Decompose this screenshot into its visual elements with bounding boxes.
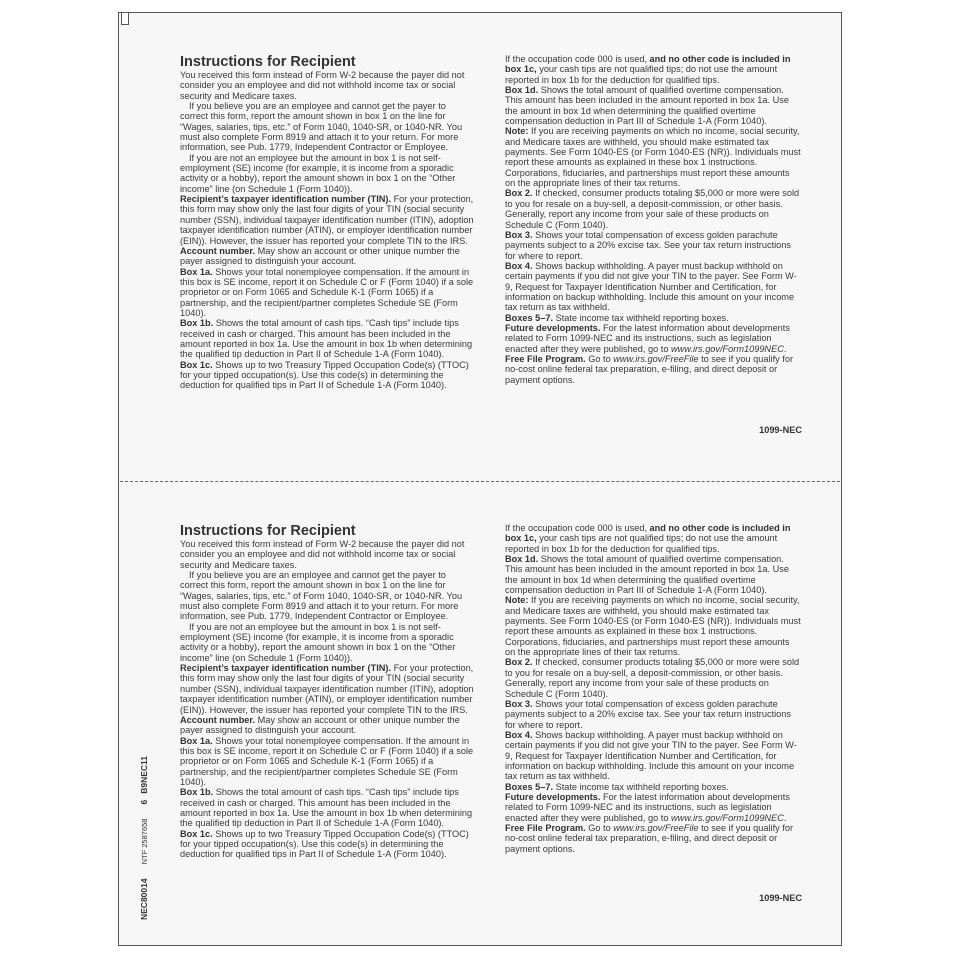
tin-heading: Recipient’s taxpayer identification number (TIN). bbox=[180, 663, 392, 674]
box4-heading: Box 4. bbox=[505, 260, 533, 271]
box3-text: Shows your total compensation of excess golden parachute payments subject to a 20% excise tax. See your tax return instructions for where to report. bbox=[505, 698, 791, 730]
box1c-paragraph bbox=[180, 360, 475, 391]
box3-paragraph bbox=[505, 699, 802, 730]
freefile-text-a: Go to bbox=[585, 353, 614, 364]
instructions-panel-top bbox=[180, 54, 802, 444]
right-column bbox=[505, 54, 802, 385]
freefile-text-a: Go to bbox=[585, 822, 614, 833]
box1d-text: Shows the total amount of qualified overtime compensation. This amount has been included in the amount reported in box 1a. Use the amount in box 1d when determining the qualified overtime compensation deduction in Part III of Schedule 1-A (Form 1040). bbox=[505, 554, 789, 596]
box4-paragraph bbox=[505, 261, 802, 313]
note-heading: Note: bbox=[505, 126, 529, 137]
future-text: For the latest information about developments related to Form 1099-NEC and its instructions, such as legislation enacted after they were published, go to bbox=[505, 322, 790, 354]
box1d-text: Shows the total amount of qualified overtime compensation. This amount has been included in the amount reported in box 1a. Use the amount in box 1d when determining the qualified overtime compensation deduction in Part III of Schedule 1-A (Form 1040). bbox=[505, 85, 789, 127]
box1b-heading: Box 1b. bbox=[180, 318, 214, 329]
tin-heading: Recipient’s taxpayer identification number (TIN). bbox=[180, 194, 392, 205]
future-text: For the latest information about developments related to Form 1099-NEC and its instructions, such as legislation enacted after they were published, go to bbox=[505, 791, 790, 823]
box2-heading: Box 2. bbox=[505, 188, 533, 199]
box1b-text: Shows the total amount of cash tips. “Cash tips” include tips received in cash or charged. This amount has been included in the amount reported in box 1a. Use the amount in box 1b when determining the qualified tip deduction in Part II of Schedule 1-A (Form 1040). bbox=[180, 787, 473, 829]
box4-heading: Box 4. bbox=[505, 729, 533, 740]
account-text: May show an account or other unique number the payer assigned to distinguish your account. bbox=[180, 245, 460, 267]
box1a-paragraph bbox=[180, 736, 475, 788]
occupation-paragraph bbox=[505, 523, 802, 554]
occupation-text-b: and no other code is included in box 1c, bbox=[505, 523, 791, 544]
future-paragraph bbox=[505, 792, 802, 823]
freefile-text: to see if you qualify for no-cost online federal tax preparation, e-filing, and direct deposit or payment options. bbox=[505, 353, 794, 385]
box1d-heading: Box 1d. bbox=[505, 554, 539, 565]
freefile-url: www.irs.gov/FreeFile bbox=[613, 822, 699, 833]
boxes57-text: State income tax withheld reporting boxes. bbox=[553, 312, 729, 323]
tin-paragraph bbox=[180, 663, 475, 715]
note-text: If you are receiving payments on which no income, social security, and Medicare taxes are withheld, you should make estimated tax payments. See Form 1040-ES (or Form 1040-ES (NR)). Individuals must report these amounts as explained in these box 1 instructions. Corporations, fiduciaries, and partnerships must report these amounts on the appropriate lines of their tax returns. bbox=[505, 126, 801, 189]
instructions-panel-bottom bbox=[180, 523, 802, 913]
note-heading: Note: bbox=[505, 595, 529, 606]
left-column bbox=[180, 523, 475, 860]
box2-heading: Box 2. bbox=[505, 657, 533, 668]
not-employee-paragraph: If you are not an employee but the amount in box 1 is not self-employment (SE) income (for example, it is income from a sporadic activity or a hobby), report the amount shown in box 1 on the “Other income” line (on Schedule 1 (Form 1040)). bbox=[180, 621, 456, 663]
freefile-paragraph bbox=[505, 823, 802, 854]
box1b-heading: Box 1b. bbox=[180, 787, 214, 798]
employee-paragraph: If you believe you are an employee and cannot get the payer to correct this form, report the amount shown in box 1 on the line for “Wages, salaries, tips, etc.” of Form 1040, 1040-SR, or 1040-NR. You must also complete Form 8919 and attach it to your return. For more information, see Pub. 1779, Independent Contractor or Employee. bbox=[180, 570, 463, 622]
employee-paragraph: If you believe you are an employee and cannot get the payer to correct this form, report the amount shown in box 1 on the line for “Wages, salaries, tips, etc.” of Form 1040, 1040-SR, or 1040-NR. You must also complete Form 8919 and attach it to your return. For more information, see Pub. 1779, Independent Contractor or Employee. bbox=[180, 101, 463, 153]
form-name-label: 1099-NEC bbox=[759, 425, 802, 435]
freefile-paragraph bbox=[505, 354, 802, 385]
box2-paragraph bbox=[505, 657, 802, 698]
instructions-title: Instructions for Recipient bbox=[180, 54, 356, 70]
box2-paragraph bbox=[505, 188, 802, 229]
version-number: 6 bbox=[139, 799, 149, 805]
future-url: www.irs.gov/Form1099NEC bbox=[671, 812, 784, 823]
box1a-text: Shows your total nonemployee compensation. If the amount in this box is SE income, report it on Schedule C or F (Form 1040) if a sole proprietor or on Form 1065 and Schedule K-1 (Form 1065) if a partnership, and the recipient/partner completes Schedule SE (Form 1040). bbox=[180, 735, 474, 787]
right-column bbox=[505, 523, 802, 854]
account-paragraph bbox=[180, 715, 475, 736]
boxes57-paragraph bbox=[505, 782, 802, 792]
box1b-text: Shows the total amount of cash tips. “Cash tips” include tips received in cash or charged. This amount has been included in the amount reported in box 1a. Use the amount in box 1b when determining the qualified tip deduction in Part II of Schedule 1-A (Form 1040). bbox=[180, 318, 473, 360]
occupation-text-a: If the occupation code 000 is used, bbox=[505, 523, 650, 533]
box1a-text: Shows your total nonemployee compensation. If the amount in this box is SE income, report it on Schedule C or F (Form 1040) if a sole proprietor or on Form 1065 and Schedule K-1 (Form 1065) if a partnership, and the recipient/partner completes Schedule SE (Form 1040). bbox=[180, 266, 474, 318]
future-end: . bbox=[783, 812, 787, 823]
box1c-text: Shows up to two Treasury Tipped Occupation Code(s) (TTOC) for your tipped occupation(s). Use this code(s) in determining the deduction for qualified tips in Part II of Schedule 1-A (Form 1040). bbox=[180, 828, 469, 860]
freefile-url: www.irs.gov/FreeFile bbox=[613, 353, 699, 364]
box4-paragraph bbox=[505, 730, 802, 782]
box1a-paragraph bbox=[180, 267, 475, 319]
form-name-label: 1099-NEC bbox=[759, 893, 802, 903]
box3-paragraph bbox=[505, 230, 802, 261]
future-heading: Future developments. bbox=[505, 791, 601, 802]
boxes57-heading: Boxes 5–7. bbox=[505, 781, 554, 792]
box1c-heading: Box 1c. bbox=[180, 828, 213, 839]
not-employee-paragraph: If you are not an employee but the amount in box 1 is not self-employment (SE) income (for example, it is income from a sporadic activity or a hobby), report the amount shown in box 1 on the “Other income” line (on Schedule 1 (Form 1040)). bbox=[180, 152, 456, 194]
box2-text: If checked, consumer products totaling $5,000 or more were sold to you for resale on a buy-sell, a deposit-commission, or other basis. Generally, report any income from your sale of these products on Schedule C (Form 1040). bbox=[505, 657, 800, 699]
box1a-heading: Box 1a. bbox=[180, 735, 213, 746]
account-text: May show an account or other unique number the payer assigned to distinguish your account. bbox=[180, 714, 460, 736]
left-column bbox=[180, 54, 475, 391]
tin-text: For your protection, this form may show only the last four digits of your TIN (social security number (SSN), individual taxpayer identification number (ITIN), adoption taxpayer identification number (ATIN), or employer identification number (EIN)). However, the issuer has reported your complete TIN to the IRS. bbox=[180, 663, 474, 715]
future-url: www.irs.gov/Form1099NEC bbox=[671, 343, 784, 354]
box1c-text: Shows up to two Treasury Tipped Occupation Code(s) (TTOC) for your tipped occupation(s). Use this code(s) in determining the deduction for qualified tips in Part II of Schedule 1-A (Form 1040). bbox=[180, 359, 469, 391]
future-paragraph bbox=[505, 323, 802, 354]
future-end: . bbox=[783, 343, 787, 354]
account-paragraph bbox=[180, 246, 475, 267]
box3-text: Shows your total compensation of excess golden parachute payments subject to a 20% excise tax. See your tax return instructions for where to report. bbox=[505, 229, 791, 261]
product-code: NEC80014 bbox=[139, 878, 149, 920]
boxes57-text: State income tax withheld reporting boxes. bbox=[553, 781, 729, 792]
occupation-text-c: your cash tips are not qualified tips; do not use the amount reported in box 1b for the deduction for qualified tips. bbox=[505, 64, 778, 85]
future-heading: Future developments. bbox=[505, 322, 601, 333]
box3-heading: Box 3. bbox=[505, 698, 533, 709]
occupation-text-a: If the occupation code 000 is used, bbox=[505, 54, 650, 64]
box3-heading: Box 3. bbox=[505, 229, 533, 240]
ntf-code: NTF 2587658 bbox=[140, 818, 149, 865]
box1a-heading: Box 1a. bbox=[180, 266, 213, 277]
boxes57-heading: Boxes 5–7. bbox=[505, 312, 554, 323]
box1c-heading: Box 1c. bbox=[180, 359, 213, 370]
instructions-title: Instructions for Recipient bbox=[180, 523, 356, 539]
note-paragraph bbox=[505, 595, 802, 657]
freefile-heading: Free File Program. bbox=[505, 353, 586, 364]
box1d-heading: Box 1d. bbox=[505, 85, 539, 96]
note-paragraph bbox=[505, 126, 802, 188]
tin-text: For your protection, this form may show only the last four digits of your TIN (social security number (SSN), individual taxpayer identification number (ITIN), adoption taxpayer identification number (ATIN), or employer identification number (EIN)). However, the issuer has reported your complete TIN to the IRS. bbox=[180, 194, 474, 246]
box1c-paragraph bbox=[180, 829, 475, 860]
note-text: If you are receiving payments on which no income, social security, and Medicare taxes are withheld, you should make estimated tax payments. See Form 1040-ES (or Form 1040-ES (NR)). Individuals must report these amounts as explained in these box 1 instructions. Corporations, fiduciaries, and partnerships must report these amounts on the appropriate lines of their tax returns. bbox=[505, 595, 801, 658]
perforation-line bbox=[120, 481, 840, 482]
box4-text: Shows backup withholding. A payer must backup withhold on certain payments if you did not give your TIN to the payer. See Form W-9, Request for Taxpayer Identification Number and Certification, for information on backup withholding. Include this amount on your income tax return as tax withheld. bbox=[505, 729, 797, 782]
form-code: B9NEC11 bbox=[139, 755, 149, 794]
tin-paragraph bbox=[180, 194, 475, 246]
box1d-paragraph bbox=[505, 85, 802, 126]
box1d-paragraph bbox=[505, 554, 802, 595]
corner-mark bbox=[121, 12, 129, 25]
box1b-paragraph bbox=[180, 318, 475, 359]
freefile-heading: Free File Program. bbox=[505, 822, 586, 833]
occupation-text-c: your cash tips are not qualified tips; do not use the amount reported in box 1b for the deduction for qualified tips. bbox=[505, 533, 778, 554]
intro-paragraph: You received this form instead of Form W-2 because the payer did not consider you an employee and did not withhold income tax or social security and Medicare taxes. bbox=[180, 539, 465, 570]
account-heading: Account number. bbox=[180, 714, 256, 725]
box4-text: Shows backup withholding. A payer must backup withhold on certain payments if you did not give your TIN to the payer. See Form W-9, Request for Taxpayer Identification Number and Certification, for information on backup withholding. Include this amount on your income tax return as tax withheld. bbox=[505, 260, 797, 313]
box2-text: If checked, consumer products totaling $5,000 or more were sold to you for resale on a buy-sell, a deposit-commission, or other basis. Generally, report any income from your sale of these products on Schedule C (Form 1040). bbox=[505, 188, 800, 230]
intro-paragraph: You received this form instead of Form W-2 because the payer did not consider you an employee and did not withhold income tax or social security and Medicare taxes. bbox=[180, 70, 465, 101]
occupation-paragraph bbox=[505, 54, 802, 85]
side-print-code bbox=[139, 756, 149, 920]
account-heading: Account number. bbox=[180, 245, 256, 256]
boxes57-paragraph bbox=[505, 313, 802, 323]
box1b-paragraph bbox=[180, 787, 475, 828]
occupation-text-b: and no other code is included in box 1c, bbox=[505, 54, 791, 75]
freefile-text: to see if you qualify for no-cost online federal tax preparation, e-filing, and direct deposit or payment options. bbox=[505, 822, 794, 854]
